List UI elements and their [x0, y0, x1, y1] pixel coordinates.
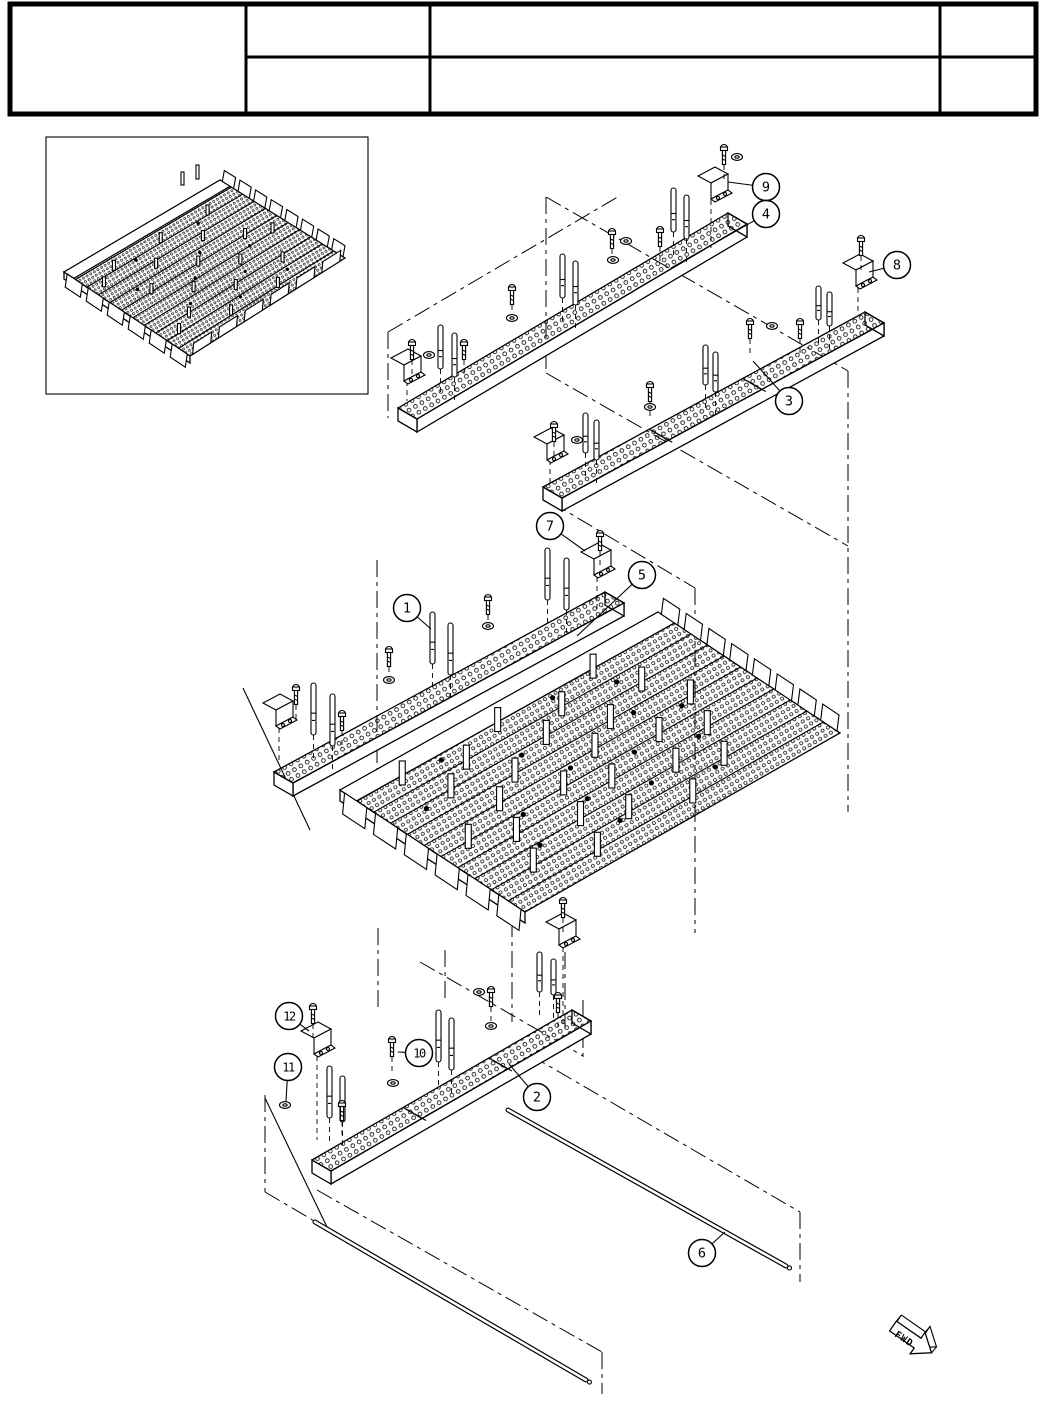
- clip-part-9: [698, 167, 732, 202]
- callout-11: [275, 1054, 302, 1102]
- callout-2: [509, 1064, 551, 1111]
- callout-number: 6: [697, 1245, 707, 1262]
- callout-number: 12: [283, 1009, 295, 1024]
- clip-strip3: [534, 428, 568, 463]
- callout-number: 4: [761, 206, 771, 223]
- clip-strip5: [263, 694, 297, 729]
- callout-number: 8: [892, 257, 902, 274]
- callout-8: [869, 252, 911, 279]
- callout-number: 2: [532, 1089, 542, 1106]
- inset-thumbnail-assembly-view: [46, 137, 368, 394]
- ballast-strip-part-3: [543, 312, 884, 511]
- perforated-floor-panel: [340, 598, 840, 930]
- fwd-label: FWD: [892, 1329, 916, 1350]
- callout-number: 7: [545, 518, 555, 535]
- callout-9: [728, 174, 780, 201]
- callout-1: [394, 595, 432, 630]
- clip-strip4: [391, 349, 425, 384]
- callout-number: 3: [784, 393, 794, 410]
- clip-part-12: [301, 1022, 335, 1057]
- callout-number: 1: [402, 600, 412, 617]
- header-table: [10, 4, 1036, 114]
- lacing-rod-part-6: [508, 1110, 791, 1270]
- callout-number: 10: [413, 1046, 425, 1061]
- lacing-rod-bottom: [315, 1222, 591, 1384]
- fwd-direction-arrow: [890, 1315, 937, 1354]
- callout-12: [276, 1003, 310, 1032]
- ballast-strip-part-4: [398, 213, 747, 432]
- callout-10: [398, 1040, 433, 1067]
- callout-number: 5: [637, 567, 647, 584]
- callout-number: 11: [282, 1060, 294, 1075]
- callout-number: 9: [761, 179, 771, 196]
- callout-6: [689, 1232, 726, 1267]
